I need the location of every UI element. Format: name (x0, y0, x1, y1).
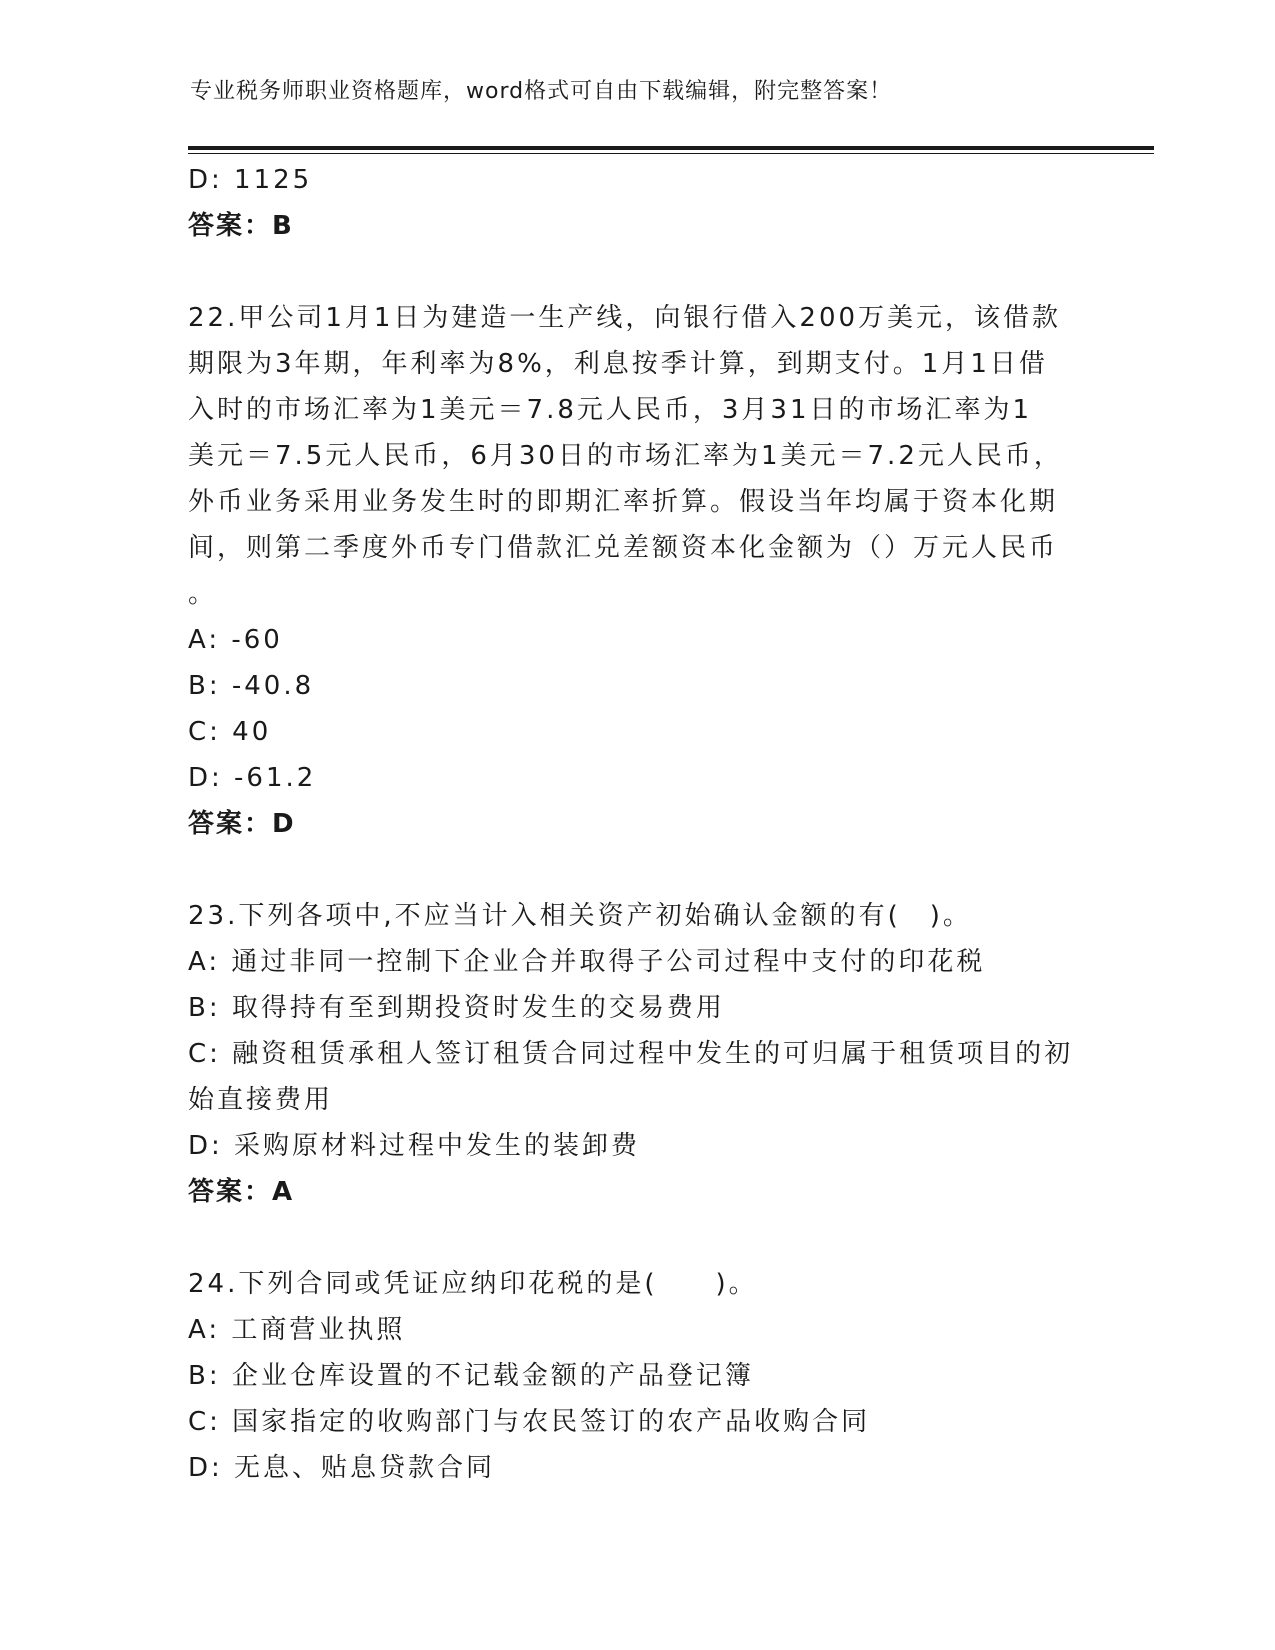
q22-stem-line: 外币业务采用业务发生时的即期汇率折算。假设当年均属于资本化期 (188, 487, 1059, 517)
q22-stem-line: 。 (188, 579, 218, 609)
q22-stem-line: 美元＝7.5元人民币，6月30日的市场汇率为1美元＝7.2元人民币， (188, 441, 1063, 471)
q23-option-a: A: 通过非同一控制下企业合并取得子公司过程中支付的印花税 (188, 947, 986, 977)
prev-option-d: D: 1125 (188, 165, 313, 195)
q24-option-d: D: 无息、贴息贷款合同 (188, 1453, 496, 1483)
q22-stem-line: 入时的市场汇率为1美元＝7.8元人民币，3月31日的市场汇率为1 (188, 395, 1033, 425)
prev-answer: 答案：B (188, 211, 294, 241)
question-22 (188, 295, 1088, 847)
q24-option-c: C: 国家指定的收购部门与农民签订的农产品收购合同 (188, 1407, 871, 1437)
spacer (188, 249, 1088, 295)
q24-option-b: B: 企业仓库设置的不记载金额的产品登记簿 (188, 1361, 754, 1391)
q22-option-a: A: -60 (188, 625, 283, 655)
q23-answer: 答案：A (188, 1177, 295, 1207)
q23-option-c-continued: 始直接费用 (188, 1085, 334, 1115)
q24-option-a: A: 工商营业执照 (188, 1315, 406, 1345)
q22-option-c: C: 40 (188, 717, 272, 747)
q23-option-b: B: 取得持有至到期投资时发生的交易费用 (188, 993, 725, 1023)
header-divider (188, 146, 1154, 150)
question-24 (188, 1261, 1088, 1491)
q22-answer: 答案：D (188, 809, 296, 839)
q23-stem: 23.下列各项中,不应当计入相关资产初始确认金额的有( )。 (188, 901, 972, 931)
q22-stem-line: 间，则第二季度外币专门借款汇兑差额资本化金额为（）万元人民币 (188, 533, 1059, 563)
question-content (188, 157, 1088, 1491)
q23-option-c: C: 融资租赁承租人签订租赁合同过程中发生的可归属于租赁项目的初 (188, 1039, 1074, 1069)
q22-option-b: B: -40.8 (188, 671, 315, 701)
q22-stem-line: 22.甲公司1月1日为建造一生产线，向银行借入200万美元，该借款 (188, 303, 1062, 333)
spacer (188, 1215, 1088, 1261)
q24-stem: 24.下列合同或凭证应纳印花税的是( )。 (188, 1269, 758, 1299)
q22-option-d: D: -61.2 (188, 763, 317, 793)
question-23 (188, 893, 1088, 1215)
page-header: 专业税务师职业资格题库，word格式可自由下载编辑，附完整答案！ (190, 79, 893, 104)
q23-option-d: D: 采购原材料过程中发生的装卸费 (188, 1131, 641, 1161)
q22-stem-line: 期限为3年期，年利率为8%，利息按季计算，到期支付。1月1日借 (188, 349, 1048, 379)
spacer (188, 847, 1088, 893)
